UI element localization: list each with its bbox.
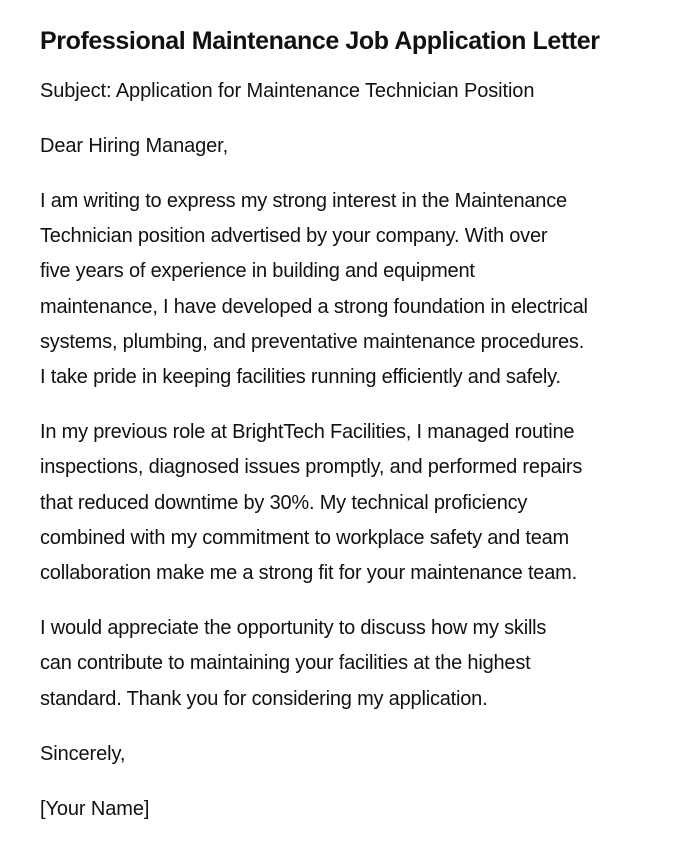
paragraph-line: combined with my commitment to workplace safety and team <box>40 526 570 549</box>
letter-document <box>40 24 648 847</box>
paragraph-experience <box>40 415 648 591</box>
paragraph-line: can contribute to maintaining your facilities at the highest <box>40 652 531 675</box>
paragraph-line: I take pride in keeping facilities running efficiently and safely. <box>40 366 561 389</box>
paragraph-line: inspections, diagnosed issues promptly, and performed repairs <box>40 456 583 479</box>
paragraph-line: In my previous role at BrightTech Facilities, I managed routine <box>40 421 575 444</box>
subject-line: Subject: Application for Maintenance Technician Position <box>40 80 535 102</box>
salutation: Dear Hiring Manager, <box>40 135 229 157</box>
paragraph-line: maintenance, I have developed a strong foundation in electrical <box>40 295 588 318</box>
paragraph-line: systems, plumbing, and preventative maintenance procedures. <box>40 330 585 353</box>
paragraph-line: five years of experience in building and equipment <box>40 260 475 283</box>
paragraph-closing <box>40 611 648 717</box>
closing-phrase: Sincerely, <box>40 742 126 765</box>
paragraph-line: I am writing to express my strong interest in the Maintenance <box>40 190 567 212</box>
paragraph-line: collaboration make me a strong fit for your maintenance team. <box>40 562 577 585</box>
paragraph-line: Technician position advertised by your company. With over <box>40 225 548 248</box>
letter-title: Professional Maintenance Job Application Letter <box>40 27 600 55</box>
paragraph-line: that reduced downtime by 30%. My technical proficiency <box>40 491 528 514</box>
paragraph-intro <box>40 184 648 395</box>
paragraph-line: I would appreciate the opportunity to discuss how my skills <box>40 617 547 640</box>
signature-name: [Your Name] <box>40 797 150 820</box>
paragraph-line: standard. Thank you for considering my application. <box>40 687 488 710</box>
